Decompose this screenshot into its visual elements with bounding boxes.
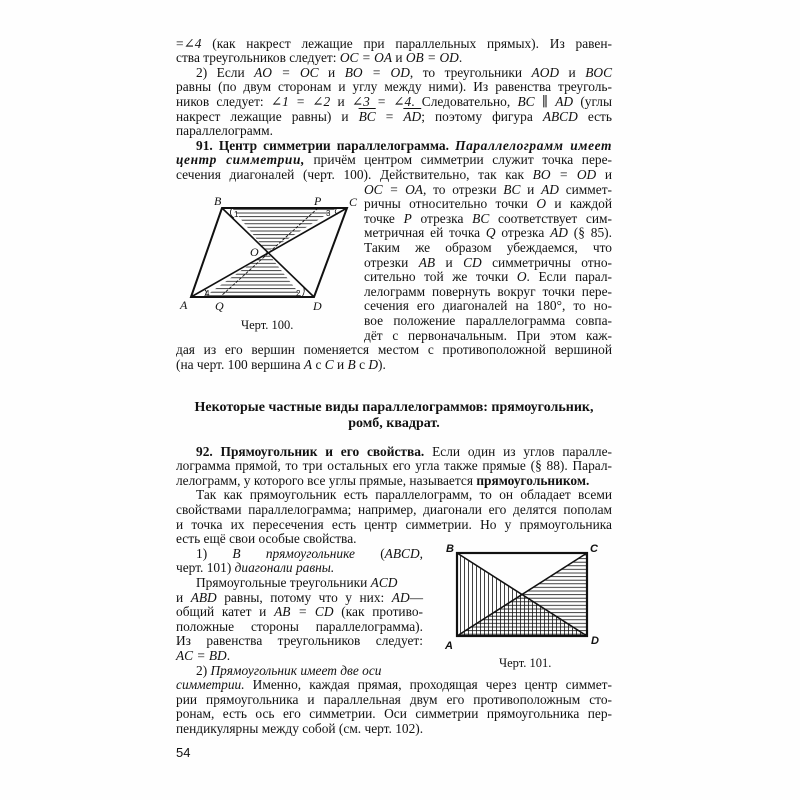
- text-segment: (углы: [573, 93, 612, 109]
- label-p: P: [314, 194, 322, 208]
- text-segment: AD: [541, 181, 559, 197]
- text-segment: AD: [391, 589, 410, 605]
- text-segment: и: [435, 254, 464, 270]
- label-a: A: [445, 640, 453, 652]
- text-segment: и: [392, 50, 406, 66]
- text-segment: Прямоугольник имеет две оси: [210, 662, 382, 678]
- text-segment: прямоугольником.: [476, 472, 590, 488]
- text-segment: отрезки: [364, 254, 419, 270]
- text-segment: P: [403, 210, 412, 226]
- heading-line: Некоторые частные виды параллелограммов: прямоугольник,: [194, 399, 594, 415]
- text-segment: ; поэтому фигура: [421, 108, 543, 124]
- label-b: B: [446, 543, 454, 555]
- text-segment: $\overline{AD}$: [403, 108, 422, 124]
- text-segment: , то отрезки: [423, 181, 504, 197]
- text-segment: и каждой: [545, 196, 612, 212]
- text-segment: положные стороны параллелограмма).: [176, 618, 423, 634]
- text-segment: 2): [196, 662, 211, 678]
- text-segment: Так как прямоугольник есть параллелограмм, то он обладает всеми: [196, 487, 612, 503]
- text-segment: и: [176, 589, 191, 605]
- text-segment: =: [375, 108, 404, 124]
- text-segment: и: [559, 64, 586, 80]
- text-segment: лелограмм, у которого все углы прямые, называется: [176, 472, 477, 488]
- text-segment: накрест лежащие равны) и: [176, 108, 359, 124]
- text-segment: OC = OA: [339, 50, 393, 66]
- text-segment: ABD: [190, 589, 217, 605]
- label-b: B: [214, 194, 222, 208]
- text-segment: BC: [503, 181, 521, 197]
- text-segment: с: [312, 356, 325, 372]
- text-segment: Из равенства треугольников следует:: [176, 633, 423, 649]
- text-segment: .: [458, 50, 463, 66]
- text-segment: симметричны отно-: [481, 254, 612, 270]
- text-segment: ∠1 = ∠2: [270, 93, 331, 109]
- text-segment: 91. Центр симметрии параллелограмма.: [196, 137, 456, 153]
- text-segment: лелограмм повернуть вокруг точки пере-: [364, 283, 612, 299]
- label-o: O: [250, 245, 259, 259]
- text-segment: вое положение параллелограмма совпа-: [364, 312, 612, 328]
- text-segment: (§ 85).: [567, 225, 612, 241]
- text-segment: Если один из углов паралле-: [424, 443, 612, 459]
- text-segment: и: [596, 166, 613, 182]
- heading-line: ромб, квадрат.: [348, 415, 440, 431]
- text-segment: сительно той же точки: [364, 269, 517, 285]
- text-segment: AO = OC: [254, 64, 319, 80]
- text-segment: свойствами параллелограмма; например, диагонали его делятся пополам: [176, 501, 612, 517]
- text-segment: причём центром симметрии служит точка пере-: [304, 152, 612, 168]
- text-segment: симмет-: [558, 181, 612, 197]
- text-segment: метричная ей точка: [364, 225, 486, 241]
- text-segment: .: [226, 647, 231, 663]
- text-segment: ABCD: [384, 545, 420, 561]
- text-segment: Именно, каждая прямая, проходящая через центр симмет-: [244, 677, 612, 693]
- text-segment: пендикулярны между собой (см. черт. 102).: [176, 720, 424, 736]
- text-segment: равны, потому что у них:: [216, 589, 392, 605]
- text-segment: BC: [517, 93, 535, 109]
- text-segment: 1): [196, 545, 233, 561]
- text-segment: ABCD: [542, 108, 578, 124]
- text-segment: ).: [378, 356, 386, 372]
- text-segment: дая из его вершин поменяется местом с противоположной вершиной: [176, 342, 612, 358]
- text-segment: есть: [577, 108, 613, 124]
- text-segment: BC: [472, 210, 490, 226]
- text-segment: B: [347, 356, 356, 372]
- label-d: D: [591, 635, 599, 647]
- text-segment: симметрии.: [176, 677, 245, 693]
- text-segment: общий катет и: [176, 604, 275, 620]
- text-segment: OB = OD: [405, 50, 459, 66]
- text-segment: Таким же образом убеждаемся, что: [364, 239, 612, 255]
- text-segment: AC = BD: [176, 647, 227, 663]
- text-segment: $\overline{BC}$: [358, 108, 376, 124]
- text-segment: В прямоугольнике: [232, 545, 355, 561]
- text-segment: BO = OD: [532, 166, 597, 182]
- text-segment: ников следует:: [176, 93, 271, 109]
- hatched-triangle-boc: [232, 208, 337, 252]
- label-c: C: [349, 195, 358, 209]
- text-segment: (как накрест лежащие при параллельных прямых). Из равен-: [201, 35, 612, 51]
- text-segment: ,: [419, 545, 423, 561]
- text-segment: ричны относительно точки: [364, 196, 537, 212]
- angle-2: 2: [296, 289, 301, 298]
- text-segment: 2) Если: [196, 64, 255, 80]
- figure-101-caption: Черт. 101.: [499, 656, 552, 670]
- text-segment: . Следовательно,: [411, 93, 518, 109]
- text-segment: отрезка: [411, 210, 473, 226]
- text-segment: ронам, есть ось его симметрии. Оси симметрии прямоугольника пер-: [176, 706, 612, 722]
- figure-100-caption: Черт. 100.: [241, 318, 294, 332]
- text-segment: центр симметрии,: [176, 152, 305, 168]
- text-segment: BO = OD: [344, 64, 410, 80]
- text-segment: точке: [364, 210, 404, 226]
- text-segment: AD: [555, 93, 574, 109]
- text-segment: Прямоугольные треугольники: [196, 574, 371, 590]
- text-segment: O: [536, 196, 546, 212]
- text-segment: с: [355, 356, 369, 372]
- text-segment: параллелограмм.: [176, 123, 273, 139]
- text-segment: BOC: [585, 64, 613, 80]
- text-segment: AB = CD: [274, 604, 334, 620]
- angle-4: 4: [205, 289, 210, 298]
- text-segment: и: [333, 356, 348, 372]
- text-segment: дёт с первоначальным. При этом каж-: [364, 327, 612, 343]
- text-segment: (на черт. 100 вершина: [176, 356, 304, 372]
- label-d: D: [313, 299, 322, 313]
- angle-3: 3: [326, 209, 331, 218]
- text-segment: и: [330, 93, 352, 109]
- text-segment: равны (по двум сторонам и углу между ними). Из равенства треуголь-: [176, 79, 612, 95]
- text-segment: CD: [463, 254, 482, 270]
- text-segment: ∥: [534, 93, 556, 109]
- text-segment: C: [324, 356, 334, 372]
- text-segment: OC = OA: [364, 181, 423, 197]
- text-segment: диагонали равны.: [234, 560, 335, 576]
- text-segment: , то треугольники: [409, 64, 532, 80]
- label-c: C: [590, 543, 598, 555]
- text-segment: черт. 101): [176, 560, 235, 576]
- text-segment: и: [318, 64, 345, 80]
- text-segment: Q: [485, 225, 496, 241]
- text-segment: Параллелограмм имеет: [455, 137, 612, 153]
- text-segment: отрезка: [495, 225, 551, 241]
- text-segment: =: [176, 35, 184, 51]
- label-a: A: [180, 298, 188, 312]
- label-q: Q: [215, 299, 224, 313]
- text-segment: ства треугольников следует:: [176, 50, 340, 66]
- text-segment: и точка их пересечения есть центр симметрии. Но у прямоугольника: [176, 516, 612, 532]
- text-segment: A: [303, 356, 313, 372]
- text-segment: сечения его диагоналей на 180°, то но-: [364, 298, 612, 314]
- text-segment: AD: [550, 225, 568, 241]
- text-segment: ∠4: [183, 35, 202, 51]
- text-segment: соответствует сим-: [489, 210, 612, 226]
- text-segment: AOD: [531, 64, 560, 80]
- text-segment: 92. Прямоугольник и его свойства.: [196, 443, 425, 459]
- figure-100-parallelogram: [179, 194, 358, 313]
- text-segment: и: [520, 181, 542, 197]
- text-segment: O: [516, 269, 527, 285]
- text-segment: ACD: [370, 574, 398, 590]
- text-segment: сечения диагоналей (черт. 100). Действительно, так как: [176, 166, 533, 182]
- text-segment: (: [354, 545, 385, 561]
- text-segment: D: [368, 356, 379, 372]
- figure-101-rectangle: [444, 543, 599, 652]
- text-segment: (как противо-: [333, 604, 423, 620]
- angle-1: 1: [234, 210, 239, 219]
- text-segment: лограмма прямой, то три остальных его угла также прямые (§ 88). Парал-: [176, 458, 612, 474]
- text-segment: AB: [418, 254, 436, 270]
- text-segment: . Если парал-: [526, 269, 612, 285]
- text-segment: есть ещё свои особые свойства.: [176, 531, 357, 547]
- text-segment: —: [409, 589, 424, 605]
- text-segment: ∠3 = ∠4: [351, 93, 412, 109]
- text-segment: рии прямоугольника и параллельная двум его противоположным сто-: [176, 691, 612, 707]
- page-number: 54: [176, 745, 191, 760]
